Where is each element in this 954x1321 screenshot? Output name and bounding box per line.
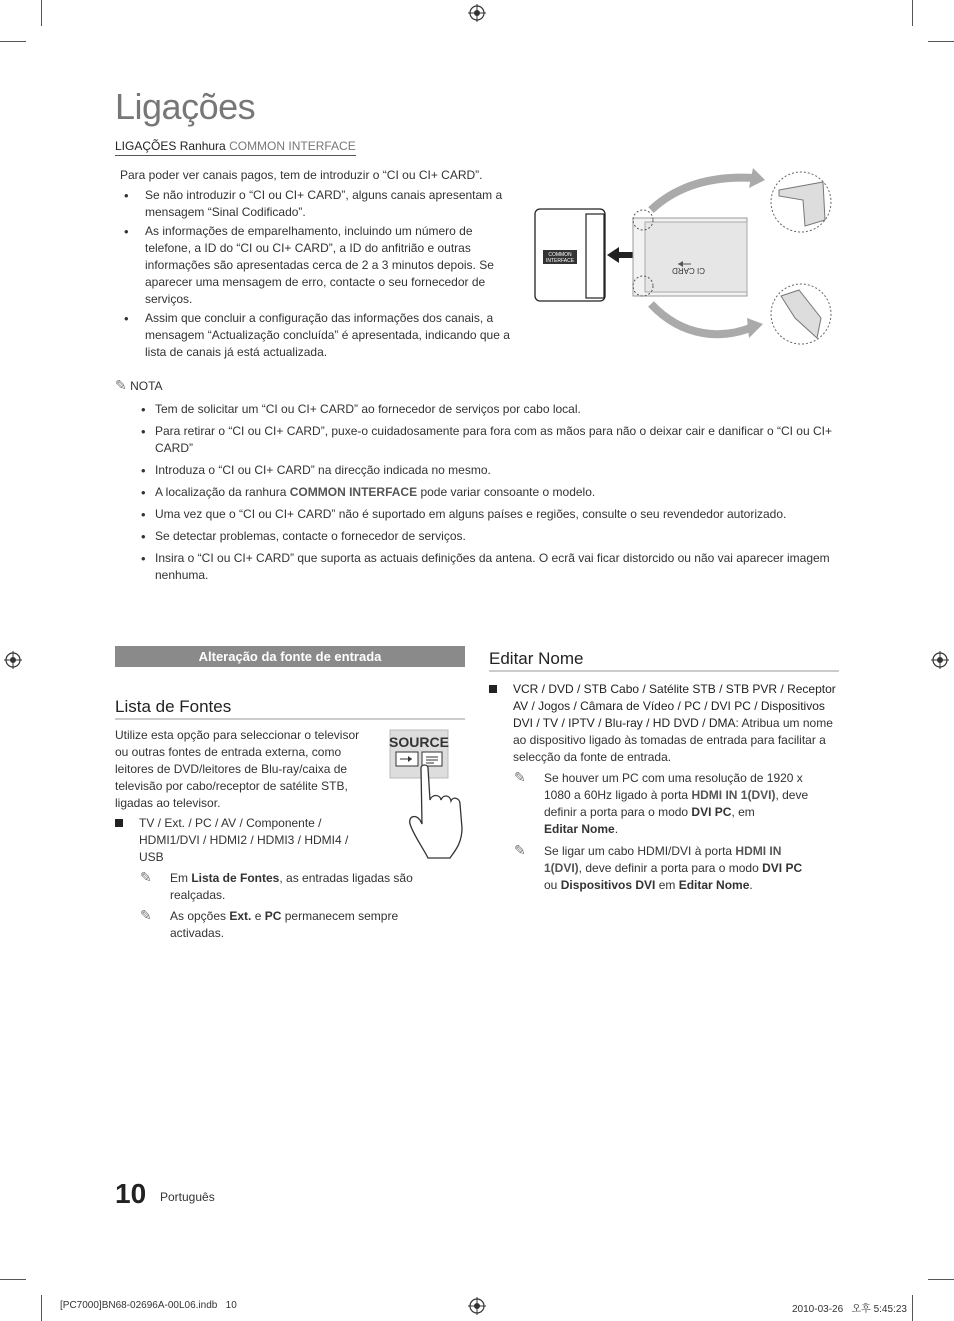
editar-nome-item: VCR / DVD / STB Cabo / Satélite STB / STB PVR / Receptor AV / Jogos / Câmara de Vídeo / PC / DVI PC / Dispositivos DVI / TV / IPTV / Blu-ray / HD DVD / DMA: Atribua um nome ao dispositivo ligado às tomadas de entrada para facilitar a selecção da fonte de entrada. <box>489 681 839 766</box>
section-bar: Alteração da fonte de entrada <box>115 646 465 667</box>
insert-arrow-icon <box>607 247 633 263</box>
page-title: Ligações <box>115 86 256 127</box>
subtitle-highlight: COMMON INTERFACE <box>229 139 356 153</box>
lista-item: TV / Ext. / PC / AV / Componente / HDMI1/DVI / HDMI2 / HDMI3 / HDMI4 / USB <box>115 815 375 866</box>
pencil-icon: ✎ <box>140 907 152 923</box>
list-item: • Assim que concluir a configuração das informações dos canais, a mensagem “Actualização concluída” é apresentada, indicando que a lista de canais já está actualizada. <box>115 310 520 361</box>
ci-card-illustration <box>533 168 838 350</box>
editar-nome-heading: Editar Nome <box>489 649 584 668</box>
subtitle-prefix: LIGAÇÕES Ranhura <box>115 139 230 153</box>
card-label: CI CARD <box>672 266 705 275</box>
pencil-icon: ✎ <box>514 842 526 858</box>
page-number: 10 <box>115 1178 147 1209</box>
list-item: • A localização da ranhura COMMON INTERFACE pode variar consoante o modelo. <box>115 484 840 501</box>
list-item: ✎ As opções Ext. e PC permanecem sempre activadas. <box>140 907 399 940</box>
footer-language: Português <box>160 1190 215 1204</box>
list-item: • Para retirar o “CI ou CI+ CARD”, puxe-o cuidadosamente para fora com as mãos para não o deixar cair e danificar o “CI ou CI+ CARD” <box>115 423 840 457</box>
registration-mark-icon <box>468 4 486 22</box>
pencil-icon: ✎ <box>514 769 526 785</box>
page-subtitle <box>115 139 356 156</box>
nota-section <box>115 377 840 589</box>
editar-nome-notes <box>514 770 814 894</box>
lista-de-fontes-heading: Lista de Fontes <box>115 697 232 716</box>
ci-intro: Para poder ver canais pagos, tem de introduzir o “CI ou CI+ CARD”. <box>120 168 483 182</box>
ci-bullets <box>115 187 520 361</box>
footer-timestamp: 2010-03-26 오후 5:45:23 <box>792 1304 907 1315</box>
lista-de-fontes-para: Utilize esta opção para seleccionar o televisor ou outras fontes de entrada externa, como leitores de DVD/leitores de Blu-ray/caixa de televisão por cabo/receptor de satélite STB, ligadas ao televisor. <box>115 728 360 810</box>
list-item: • Se detectar problemas, contacte o fornecedor de serviços. <box>115 528 840 545</box>
list-item: • As informações de emparelhamento, incluindo um número de telefone, a ID do “CI ou CI+ CARD”, a ID do anfitrião e outras informações são apresentadas cerca de 2 a 3 minutos depois. Se aparecer uma mensagem de erro, contacte o seu fornecedor de serviços. <box>115 223 520 308</box>
registration-mark-icon <box>4 651 22 669</box>
list-item: • Introduza o “CI ou CI+ CARD” na direcção indicada no mesmo. <box>115 462 840 479</box>
ci-section <box>120 167 520 363</box>
registration-mark-icon <box>468 1297 486 1315</box>
list-item: • Insira o “CI ou CI+ CARD” que suporta as actuais definições da antena. O ecrã vai ficar distorcido ou não vai aparecer imagem nenhuma. <box>115 550 840 584</box>
nota-list <box>115 401 840 584</box>
list-item: • Uma vez que o “CI ou CI+ CARD” não é suportado em alguns países e regiões, consulte o seu revendedor autorizado. <box>115 506 840 523</box>
lista-notes <box>140 870 440 942</box>
pencil-icon: ✎ <box>115 377 127 393</box>
hand-icon <box>410 765 462 858</box>
registration-mark-icon <box>931 651 949 669</box>
slot-label-1: COMMON <box>548 252 572 258</box>
list-item: ✎ Se ligar um cabo HDMI/DVI à porta HDMI IN 1(DVI), deve definir a porta para o modo DVI PC ou Dispositivos DVI em Editar Nome. <box>514 842 803 892</box>
list-item: • Tem de solicitar um “CI ou CI+ CARD” ao fornecedor de serviços por cabo local. <box>115 401 840 418</box>
nota-label: NOTA <box>130 379 163 393</box>
pencil-icon: ✎ <box>140 869 152 885</box>
slot-label-2: INTERFACE <box>545 258 575 264</box>
list-item: ✎ Em Lista de Fontes, as entradas ligadas são realçadas. <box>140 869 413 902</box>
footer-file: [PC7000]BN68-02696A-00L06.indb 10 <box>60 1300 237 1311</box>
list-item: ✎ Se houver um PC com uma resolução de 1920 x 1080 a 60Hz ligado à porta HDMI IN 1(DVI), deve definir a porta para o modo DVI PC, em Editar Nome. <box>514 769 809 836</box>
source-button-illustration <box>388 728 470 860</box>
source-label: SOURCE <box>389 734 449 750</box>
list-item: • Se não introduzir o “CI ou CI+ CARD”, alguns canais apresentam a mensagem “Sinal Codificado”. <box>115 187 520 221</box>
